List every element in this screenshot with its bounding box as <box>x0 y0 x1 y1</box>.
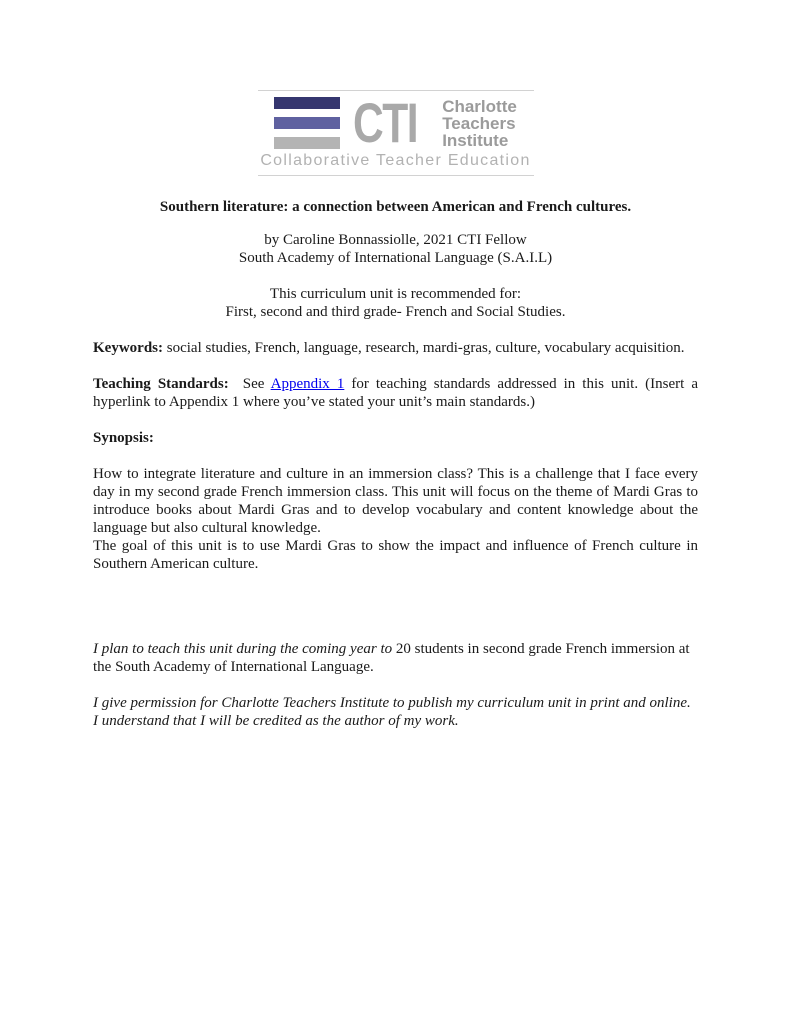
byline-author: by Caroline Bonnassiolle, 2021 CTI Fellow <box>264 232 527 248</box>
logo-org-name-line: Institute <box>442 130 509 150</box>
byline <box>93 231 698 267</box>
logo-bar-slate <box>274 117 340 129</box>
logo-bars-icon <box>274 97 340 149</box>
appendix-1-link[interactable]: Appendix 1 <box>270 376 345 392</box>
synopsis-label: Synopsis: <box>93 430 154 446</box>
logo-cti-wrap <box>353 91 437 154</box>
recommendation-grades: First, second and third grade- French and Social Studies. <box>225 304 566 320</box>
logo-bottom-rule <box>258 175 534 176</box>
document-content <box>93 198 698 730</box>
keywords-paragraph <box>93 339 698 357</box>
permission-paragraph: I give permission for Charlotte Teachers Institute to publish my curriculum unit in print and online. I understand that I will be credited as the author of my work. <box>93 695 691 729</box>
cti-logo <box>258 0 534 176</box>
teaching-standards-pre-link: See <box>228 376 271 392</box>
keywords-text: social studies, French, language, research, mardi-gras, culture, vocabulary acquisition. <box>163 340 685 356</box>
logo-row <box>258 91 534 154</box>
logo-org-name <box>442 98 517 149</box>
plan-regular-text: 20 students in second grade French immersion at the South Academy of International Language. <box>93 641 690 675</box>
logo-cti-text: CTI <box>353 91 418 154</box>
teaching-standards-label: Teaching Standards: <box>93 376 229 392</box>
document-title: Southern literature: a connection between American and French cultures. <box>159 199 632 215</box>
logo-org-name-line: Charlotte <box>442 96 517 116</box>
recommendation-intro: This curriculum unit is recommended for: <box>269 286 522 302</box>
plan-paragraph <box>93 640 698 676</box>
logo-bar-navy <box>274 97 340 109</box>
logo-tagline: Collaborative Teacher Education <box>260 152 531 169</box>
logo-bar-gray <box>274 137 340 149</box>
synopsis-paragraph-2: The goal of this unit is to use Mardi Gras to show the impact and influence of French culture in Southern American culture. <box>93 538 698 572</box>
teaching-standards-paragraph <box>93 375 698 411</box>
synopsis-paragraph-1: How to integrate literature and culture in an immersion class? This is a challenge that I face every day in my second grade French immersion class. This unit will focus on the theme of Mardi Gras to introduce books about Mardi Gras and to develop vocabulary and content knowledge about the language but also cultural knowledge. <box>93 466 698 536</box>
plan-italic-text: I plan to teach this unit during the coming year to <box>93 641 396 657</box>
recommendation <box>93 285 698 321</box>
logo-org-name-line: Teachers <box>442 113 516 133</box>
teaching-standards-post-link: for teaching standards addressed in this unit. (Insert a hyperlink to Appendix 1 where you’ve stated your unit’s main standards.) <box>93 376 698 410</box>
keywords-label: Keywords: <box>93 340 163 356</box>
byline-school: South Academy of International Language (S.A.I.L) <box>238 250 553 266</box>
